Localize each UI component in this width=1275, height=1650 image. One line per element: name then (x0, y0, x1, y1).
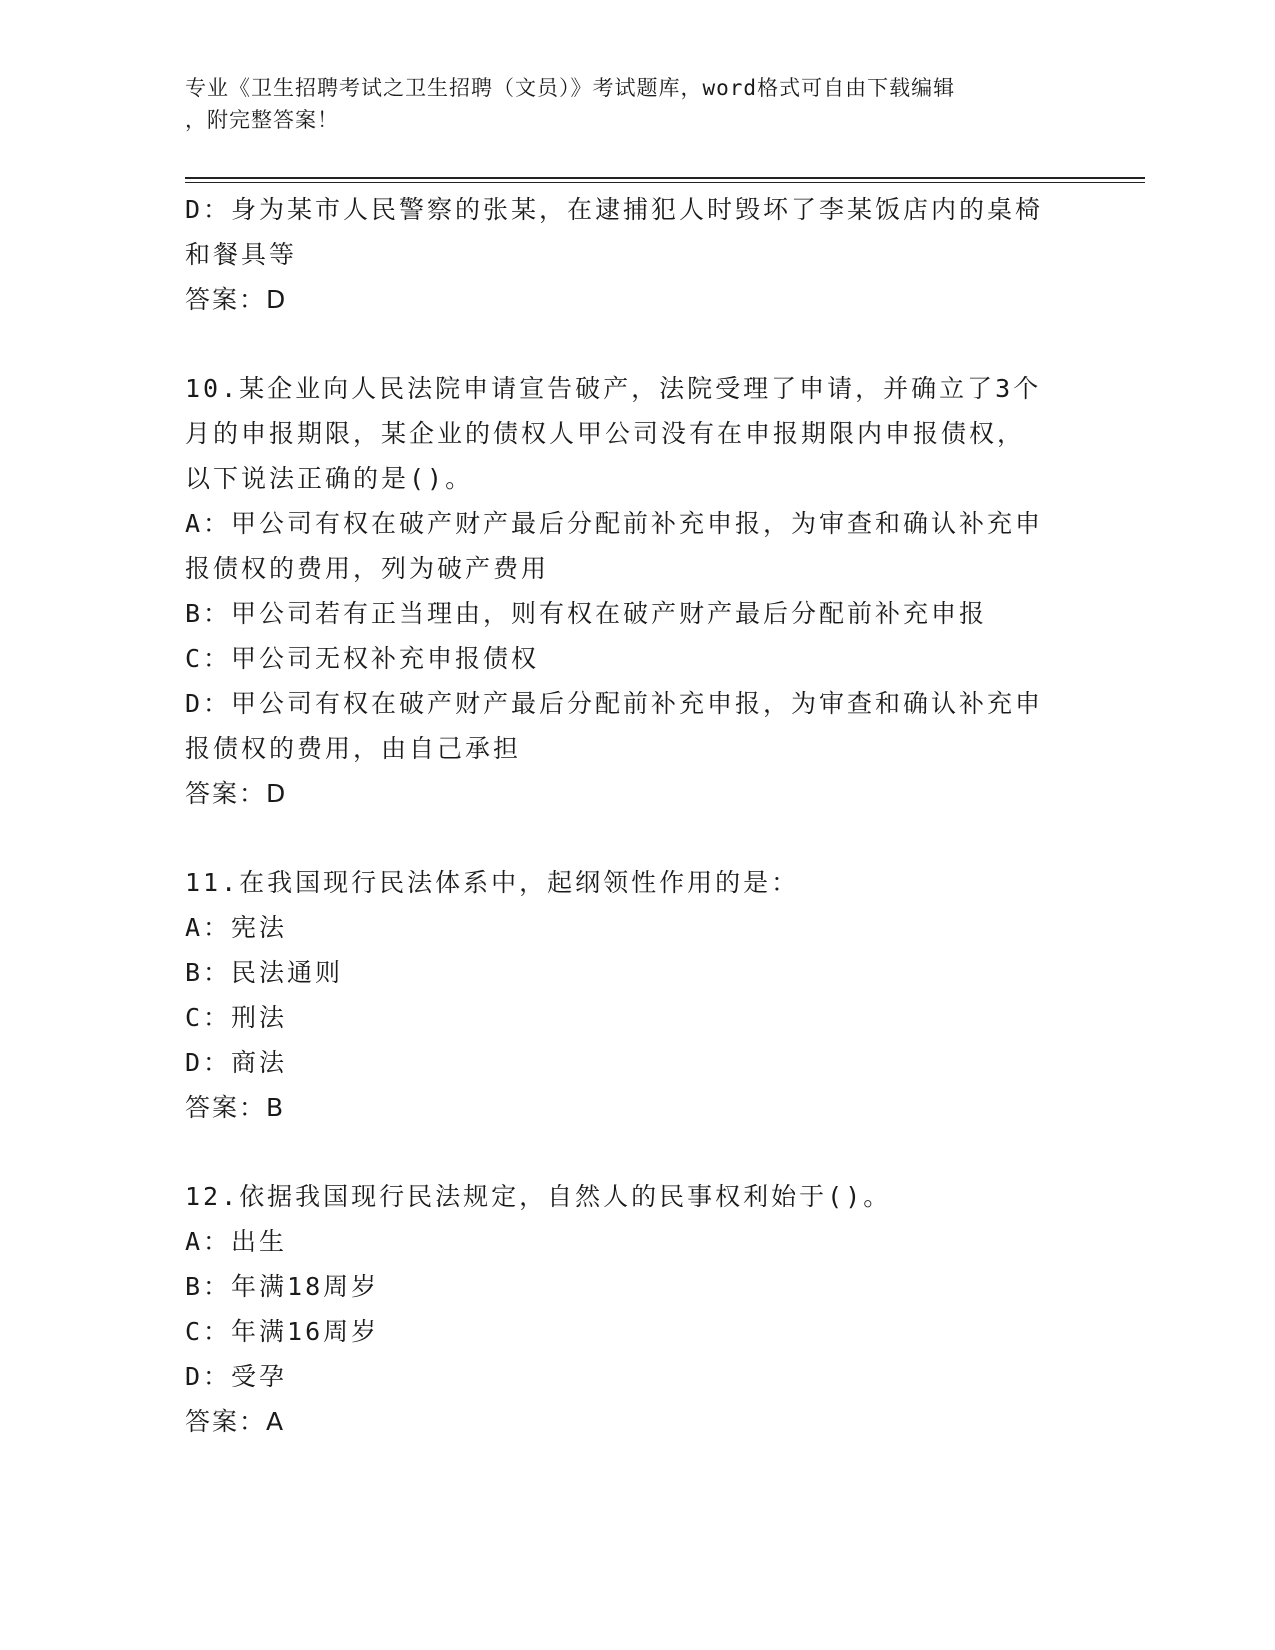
answer-line: 答案：D (185, 779, 288, 808)
question-stem: 10.某企业向人民法院申请宣告破产，法院受理了申请，并确立了3个 (185, 374, 1042, 403)
option-b: B：甲公司若有正当理由，则有权在破产财产最后分配前补充申报 (185, 599, 988, 628)
question-block-10 (185, 366, 1085, 816)
document-header (185, 72, 1065, 136)
answer-line: 答案：D (185, 285, 288, 314)
question-block-prev (185, 187, 1085, 322)
spacer (185, 322, 1085, 366)
question-block-11 (185, 860, 1085, 1130)
question-stem: 12.依据我国现行民法规定，自然人的民事权利始于()。 (185, 1182, 892, 1211)
option-a-continued: 报债权的费用，列为破产费用 (185, 554, 550, 583)
option-b: B：年满18周岁 (185, 1272, 380, 1301)
option-d-continued: 报债权的费用，由自己承担 (185, 734, 522, 763)
answer-line: 答案：A (185, 1407, 286, 1436)
option-d-continued: 和餐具等 (185, 240, 298, 269)
question-stem: 以下说法正确的是()。 (185, 464, 474, 493)
question-stem: 月的申报期限，某企业的债权人甲公司没有在申报期限内申报债权， (185, 419, 1026, 448)
option-d: D：商法 (185, 1048, 288, 1077)
option-a: A：甲公司有权在破产财产最后分配前补充申报，为审查和确认补充申 (185, 509, 1044, 538)
option-a: A：出生 (185, 1227, 288, 1256)
option-c: C：刑法 (185, 1003, 288, 1032)
option-d: D：甲公司有权在破产财产最后分配前补充申报，为审查和确认补充申 (185, 689, 1044, 718)
spacer (185, 816, 1085, 860)
option-d: D：受孕 (185, 1362, 288, 1391)
option-c: C：甲公司无权补充申报债权 (185, 644, 540, 673)
option-a: A：宪法 (185, 913, 288, 942)
question-stem: 11.在我国现行民法体系中，起纲领性作用的是： (185, 868, 800, 897)
question-block-12 (185, 1174, 1085, 1444)
header-line: 专业《卫生招聘考试之卫生招聘（文员）》考试题库，word格式可自由下载编辑 (185, 76, 956, 100)
option-c: C：年满16周岁 (185, 1317, 380, 1346)
option-d: D：身为某市人民警察的张某，在逮捕犯人时毁坏了李某饭店内的桌椅 (185, 195, 1044, 224)
option-b: B：民法通则 (185, 958, 344, 987)
spacer (185, 1130, 1085, 1174)
header-divider (185, 177, 1145, 179)
header-divider-thin (185, 182, 1145, 183)
document-body (185, 187, 1085, 1444)
header-line: ，附完整答案！ (185, 108, 339, 132)
answer-line: 答案：B (185, 1093, 286, 1122)
